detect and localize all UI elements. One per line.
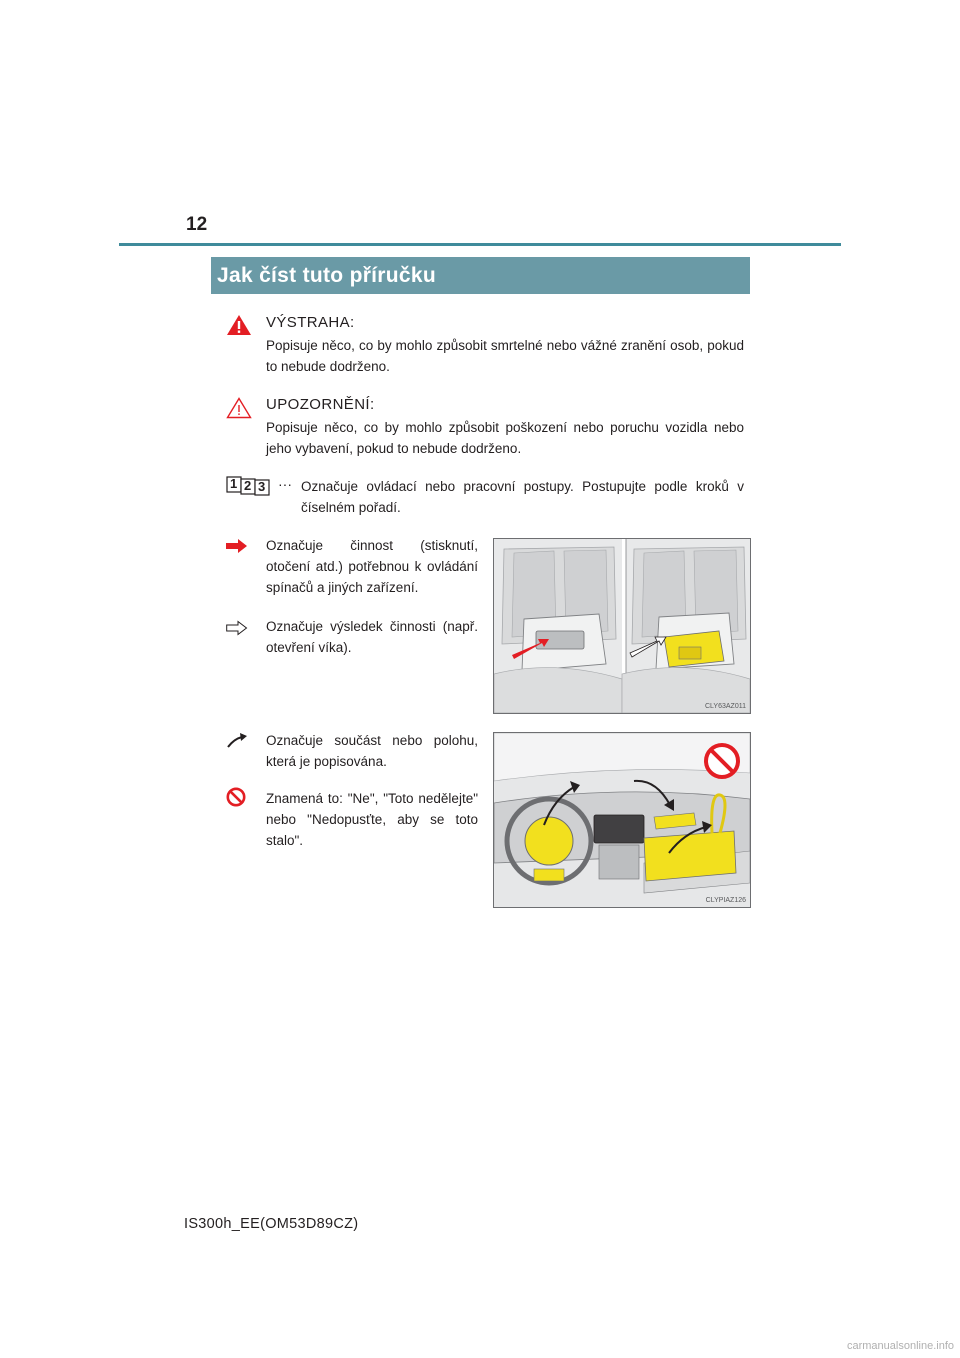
dashboard-drawing: [494, 733, 750, 907]
warning-heading: VÝSTRAHA:: [266, 314, 355, 331]
footer-code: IS300h_EE(OM53D89CZ): [184, 1216, 359, 1232]
armrest-illustration: [493, 538, 751, 714]
step-number-3: 3: [258, 479, 266, 494]
step-number-1: 1: [230, 476, 238, 491]
action-arrow-description: Označuje činnost (stisknutí, otočení atd.) potřebnou k ovládání spínačů a jiných zařízení.: [266, 538, 478, 595]
red-action-arrow-icon: [226, 538, 248, 554]
pointer-arrow-description: Označuje součást nebo polohu, která je popisována.: [266, 733, 478, 769]
steps-description: Označuje ovládací nebo pracovní postupy. Postupujte podle kroků v číselném pořadí.: [301, 479, 744, 515]
step-dots: ···: [278, 476, 292, 492]
warning-description: Popisuje něco, co by mohlo způsobit smrtelné nebo vážné zranění osob, pokud to nebude dodrženo.: [266, 338, 744, 374]
caution-outline-triangle-icon: [226, 397, 252, 419]
armrest-drawing: [494, 539, 750, 713]
header-rule: [119, 243, 841, 246]
prohibition-icon: [226, 787, 246, 807]
outline-result-arrow-icon: [226, 620, 248, 636]
dashboard-illustration: [493, 732, 751, 908]
warning-filled-triangle-icon: [226, 314, 252, 336]
armrest-illustration-code: CLY63AZ011: [705, 703, 746, 710]
caution-description: Popisuje něco, co by mohlo způsobit poškození nebo poruchu vozidla nebo jeho vybavení, pokud to nebude dodrženo.: [266, 420, 744, 456]
result-arrow-description: Označuje výsledek činnosti (např. otevření víka).: [266, 619, 478, 655]
caution-heading: UPOZORNĚNÍ:: [266, 396, 375, 413]
prohibition-description: Znamená to: "Ne", "Toto nedělejte" nebo "Nedopusťte, aby se toto stalo".: [266, 791, 478, 848]
step-numbers-icon: [226, 476, 276, 496]
watermark: carmanualsonline.info: [846, 1340, 954, 1352]
page-number: 12: [186, 214, 208, 235]
dashboard-illustration-code: CLYPIAZ126: [705, 897, 746, 904]
section-title: Jak číst tuto příručku: [211, 257, 750, 294]
step-number-2: 2: [244, 478, 252, 493]
pointer-arrow-icon: [226, 733, 248, 749]
